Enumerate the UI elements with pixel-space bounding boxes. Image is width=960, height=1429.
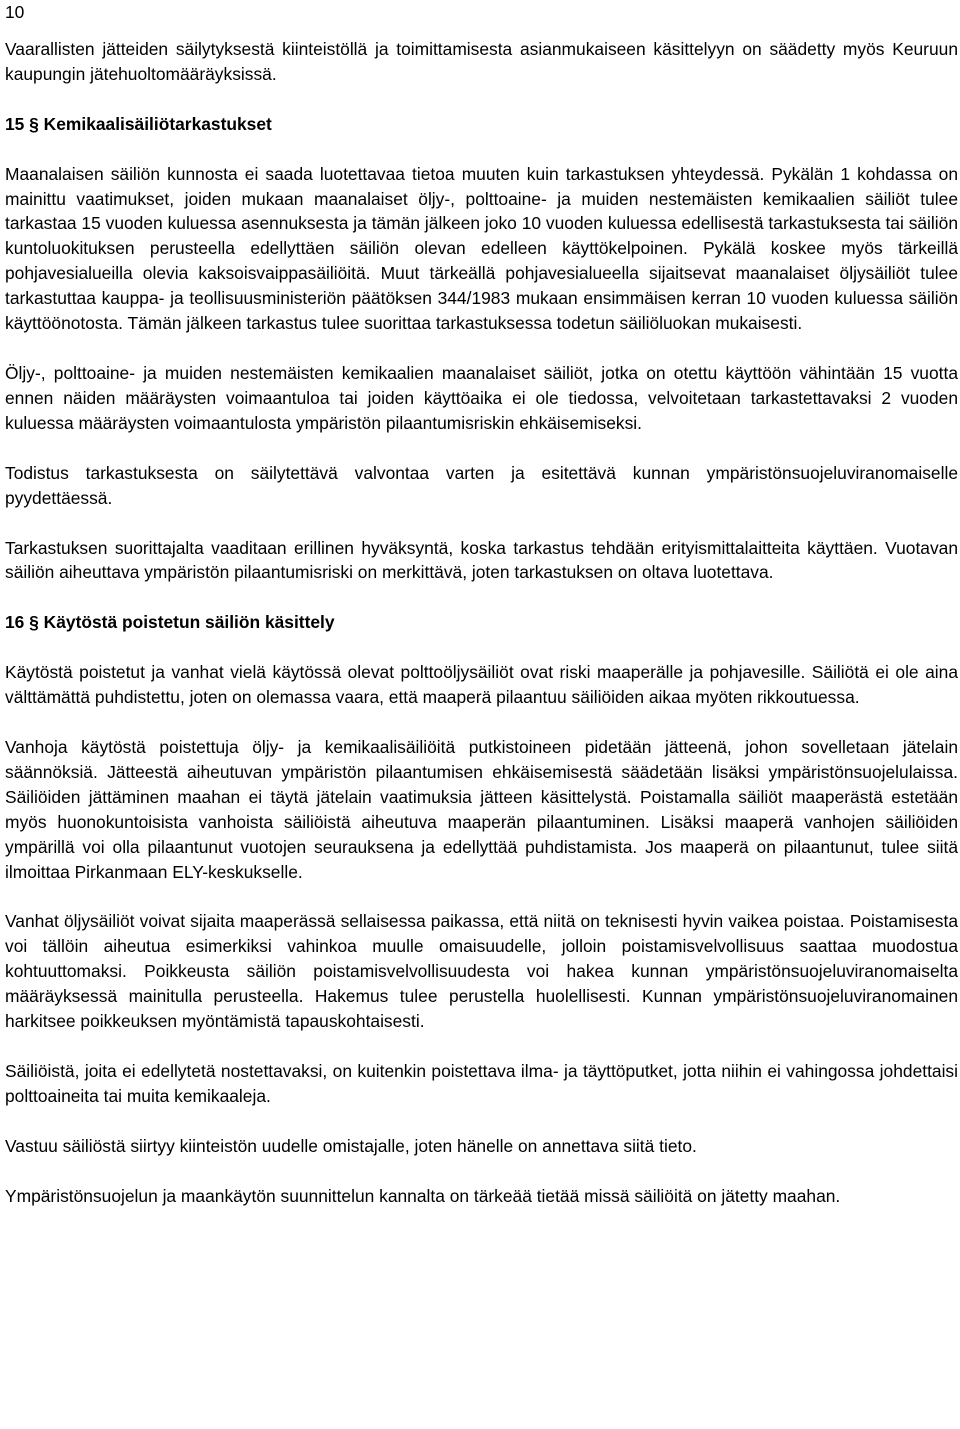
spacer [5,511,958,536]
section-15-paragraph-3: Todistus tarkastuksesta on säilytettävä valvontaa varten ja esitettävä kunnan ympäristönsuojeluviranomaiselle pyydettäessä. [5,462,958,508]
section-16-paragraph-5: Vastuu säiliöstä siirtyy kiinteistön uudelle omistajalle, joten hänelle on annettava siitä tieto. [5,1135,697,1156]
section-15-paragraph-4: Tarkastuksen suorittajalta vaaditaan erillinen hyväksyntä, koska tarkastus tehdään erityismittalaitteita käyttäen. Vuotavan säiliön aiheuttava ympäristön pilaantumisriski on merkittävä, joten tarkastuksen on oltava luotettava. [5,537,958,583]
spacer [5,87,958,112]
spacer [5,336,958,361]
spacer [5,635,958,660]
section-16-paragraph-1: Käytöstä poistetut ja vanhat vielä käytössä olevat polttoöljysäiliöt ovat riski maaperälle ja pohjavesille. Säiliötä ei ole aina välttämättä puhdistettu, joten on olemassa vaara, että maaperä pilaantuu säiliöiden aikaa myöten rikkoutuessa. [5,662,958,708]
spacer [5,25,958,37]
spacer [5,436,958,461]
spacer [5,585,958,610]
section-16-heading: 16 § Käytöstä poistetun säiliön käsittely [5,612,335,633]
spacer [5,1034,958,1059]
intro-paragraph: Vaarallisten jätteiden säilytyksestä kiinteistöllä ja toimittamisesta asianmukaiseen käsittelyyn on säädetty myös Keuruun kaupungin jätehuoltomääräyksissä. [5,38,958,84]
section-16-paragraph-4: Säiliöistä, joita ei edellytetä nostettavaksi, on kuitenkin poistettava ilma- ja täyttöputket, jotta niihin ei vahingossa johdettaisi polttoaineita tai muita kemikaaleja. [5,1061,958,1106]
section-16-paragraph-3: Vanhat öljysäiliöt voivat sijaita maaperässä sellaisessa paikassa, että niitä on teknisesti hyvin vaikea poistaa. Poistamisesta voi tällöin aiheutua esimerkiksi vahinkoa muulle omaisuudelle, jolloin poistamisvelvollisuus saattaa muodostua kohtuuttomaksi. Poikkeusta säiliön poistamisvelvollisuudesta voi hakea kunnan ympäristönsuojeluviranomaiselta määräyksessä mainitulla perusteella. Hakemus tulee perustella huolellisesti. Kunnan ympäristönsuojeluviranomainen harkitsee poikkeuksen myöntämistä tapauskohtaisesti. [5,911,958,1032]
spacer [5,1159,958,1184]
spacer [5,1109,958,1134]
spacer [5,884,958,909]
document-page [5,0,958,1209]
section-15-paragraph-2: Öljy-, polttoaine- ja muiden nestemäisten kemikaalien maanalaiset säiliöt, jotka on otettu käyttöön vähintään 15 vuotta ennen näiden määräysten voimaantuloa tai joiden käyttöaika ei ole tiedossa, velvoitetaan tarkastettavaksi 2 vuoden kuluessa määräysten voimaantulosta ympäristön pilaantumisriskin ehkäisemiseksi. [5,362,958,433]
section-15-heading: 15 § Kemikaalisäiliötarkastukset [5,113,272,134]
spacer [5,137,958,162]
page-number: 10 [5,2,25,22]
section-16-paragraph-2: Vanhoja käytöstä poistettuja öljy- ja kemikaalisäiliöitä putkistoineen pidetään jätteenä, johon sovelletaan jätelain säännöksiä. Jätteestä aiheutuvan ympäristön pilaantumisen ehkäisemisestä säädetään lisäksi ympäristönsuojelulaissa. Säiliöiden jättäminen maahan ei täytä jätelain vaatimuksia jätteen käsittelystä. Poistamalla säiliöt maaperästä estetään myös huonokuntoisista vanhoista säiliöistä aiheutuva maaperän pilaantuminen. Lisäksi maaperä vanhojen säiliöiden ympärillä voi olla pilaantunut vuotojen seurauksena ja edellyttää puhdistamista. Jos maaperä on pilaantunut, tulee siitä ilmoittaa Pirkanmaan ELY-keskukselle. [5,737,958,882]
section-16-paragraph-6: Ympäristönsuojelun ja maankäytön suunnittelun kannalta on tärkeää tietää missä säiliöitä on jätetty maahan. [5,1185,841,1206]
section-15-paragraph-1: Maanalaisen säiliön kunnosta ei saada luotettavaa tietoa muuten kuin tarkastuksen yhteydessä. Pykälän 1 kohdassa on mainittu vaatimukset, joiden mukaan maanalaiset öljy-, polttoaine- ja muiden nestemäisten kemikaalien säiliöt tulee tarkastaa 15 vuoden kuluessa asennuksesta ja tämän jälkeen joko 10 vuoden kuluessa edellisestä tarkastuksesta tai säiliön kuntoluokituksen perusteella edellyttäen säiliön olevan edelleen käyttökelpoinen. Pykälä koskee myös tärkeillä pohjavesialueilla olevia kaksoisvaippasäiliöitä. Muut tärkeällä pohjavesialueella sijaitsevat maanalaiset öljysäiliöt tulee tarkastuttaa kauppa- ja teollisuusministeriön päätöksen 344/1983 mukaan ensimmäisen kerran 10 vuoden kuluessa säiliön käyttöönotosta. Tämän jälkeen tarkastus tulee suorittaa tarkastuksessa todetun säiliöluokan mukaisesti. [5,163,958,334]
spacer [5,710,958,735]
